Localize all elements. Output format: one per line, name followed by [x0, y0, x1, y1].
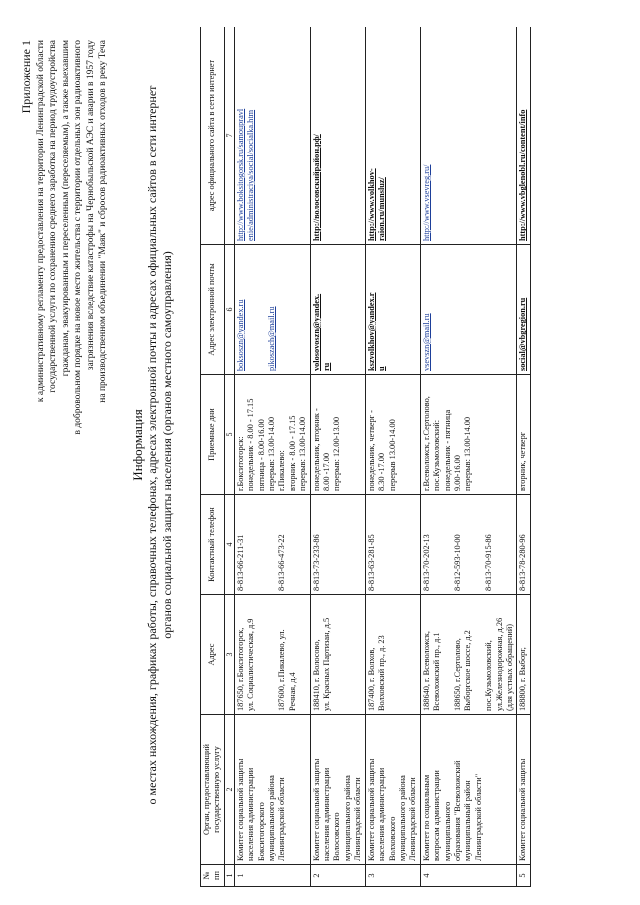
website-cell: [234, 27, 310, 245]
column-number: 7: [224, 27, 234, 245]
address-line: (для устных обращений): [504, 623, 514, 711]
address-line: 188410, г. Волосово,: [311, 639, 321, 711]
phone-cell: [234, 495, 310, 595]
column-number-row: [224, 27, 234, 887]
schedule-cell: [517, 375, 530, 495]
column-header: Адрес электронной почты: [201, 245, 225, 375]
table-row: [420, 27, 517, 887]
row-number: 3: [365, 865, 420, 887]
phone-number: 8-813-70-202-13: [421, 534, 431, 591]
info-heading: [130, 45, 174, 845]
address-line: пос.Кузьмоловский,: [484, 640, 494, 711]
schedule-line: понедельник, вторник -: [311, 408, 321, 491]
schedule-line: перерыв 13.00-14.00: [387, 419, 397, 491]
schedule-line: перерыв: 13.00-14.00: [463, 416, 473, 491]
organ-cell: [365, 715, 420, 865]
column-header: Орган, предоставляющий государственную услугу: [201, 715, 225, 865]
schedule-line: понедельник - 8.00 - 17.15: [246, 398, 256, 491]
email-cell: [517, 245, 530, 375]
column-header: № пп: [201, 865, 225, 887]
website-cell: [310, 27, 365, 245]
phone-number: 8-813-73-233-86: [311, 534, 321, 591]
organ-line: муниципальный район: [463, 780, 473, 861]
phone-number: 8-813-66-473-22: [277, 534, 287, 591]
schedule-line: понедельник, четверг -: [366, 410, 376, 491]
organ-line: образования "Всеволожский: [452, 760, 462, 861]
organ-line: Комитет социальной защиты: [311, 758, 321, 861]
schedule-line: г.Пикалево:: [277, 450, 287, 491]
phone-number: 8-813-66-211-31: [235, 534, 245, 591]
organ-line: муниципального: [442, 801, 452, 861]
schedule-line: г.Бокситогорск:: [235, 436, 245, 491]
organ-line: Ленинградской области: [353, 777, 363, 861]
email-link[interactable]: ru: [322, 362, 332, 371]
website-cell: [517, 27, 530, 245]
row-number: 1: [234, 865, 310, 887]
organ-line: Комитет социальной защиты: [518, 758, 528, 861]
organ-line: муниципального района: [342, 775, 352, 861]
address-line: 188640, г. Всеволожск,: [421, 630, 431, 711]
website-cell: [365, 27, 420, 245]
column-number: 2: [224, 715, 234, 865]
info-title: Информация: [130, 409, 145, 481]
schedule-line: вторник - 8.00 - 17.15: [287, 415, 297, 491]
organ-line: Ленинградской области: [408, 777, 418, 861]
organ-line: населения администрации: [246, 767, 256, 861]
organ-cell: [310, 715, 365, 865]
appendix-line: государственной услуги по сохранению среднего заработка на период трудоустройства: [48, 40, 59, 393]
organ-line: населения администрации: [377, 767, 387, 861]
address-line: 187650, г.Бокситогорск,: [235, 627, 245, 711]
organ-cell: [420, 715, 517, 865]
schedule-line: г.Всеволожск, г.Сертолово,: [421, 396, 431, 491]
phone-number: 8-813-70-915-86: [484, 534, 494, 591]
email-link[interactable]: kszvolkhov@yandex.r: [366, 292, 376, 371]
schedule-line: 8.30 -17.00: [377, 452, 387, 491]
organ-line: Волосовского: [332, 812, 342, 861]
website-link[interactable]: http://www.boksitogorsk.ru/samoupravl: [235, 108, 245, 241]
organ-line: Комитет социальной защиты: [235, 758, 245, 861]
organ-line: Комитет социальной защиты: [366, 758, 376, 861]
info-subtitle-line: органов социальной защиты населения (органов местного самоуправления): [159, 251, 174, 639]
address-cell: [517, 595, 530, 715]
website-link[interactable]: http://www.vsevreg.ru/: [421, 164, 431, 241]
phone-number: 8-813-78-280-96: [518, 534, 528, 591]
address-line: ул.Железнодорожная, д.26: [494, 617, 504, 711]
table-row: [365, 27, 420, 887]
email-link[interactable]: boksoszn@yandex.ru: [235, 299, 245, 371]
address-cell: [365, 595, 420, 715]
schedule-line: 8.00 -17.00: [322, 452, 332, 491]
address-line: Речная, д.4: [287, 672, 297, 711]
address-line: ул. Красных Партизан, д.5: [322, 617, 332, 711]
address-cell: [420, 595, 517, 715]
row-number: 5: [517, 865, 530, 887]
email-link[interactable]: pikoszach@mail.ru: [267, 306, 276, 371]
organ-line: муниципального района: [267, 775, 277, 861]
schedule-line: перерыв: 13.00-14.00: [298, 416, 308, 491]
schedule-line: перерыв: 13.00-14.00: [267, 416, 277, 491]
schedule-line: 9.00-16.00: [452, 455, 462, 491]
website-link[interactable]: http://www.volkhov-: [366, 168, 376, 241]
schedule-line: вторник, четверг: [518, 431, 528, 491]
address-cell: [234, 595, 310, 715]
phone-cell: [365, 495, 420, 595]
website-link[interactable]: http://www.vbglenobl.ru/content/info: [518, 109, 528, 241]
column-number: 3: [224, 595, 234, 715]
phone-cell: [517, 495, 530, 595]
organ-line: Волховского: [387, 816, 397, 861]
address-line: 187400, г. Волхов,: [366, 647, 376, 711]
appendix-line: на производственном объединении "Маяк" и сбросов радиоактивных отходов в реку Теча: [98, 40, 109, 403]
row-number: 2: [310, 865, 365, 887]
schedule-cell: [234, 375, 310, 495]
row-number: 4: [420, 865, 517, 887]
column-number: 5: [224, 375, 234, 495]
phone-cell: [310, 495, 365, 595]
column-header: Приемные дни: [201, 375, 225, 495]
phone-number: 8-813-63-281-85: [366, 534, 376, 591]
schedule-cell: [420, 375, 517, 495]
organ-line: Комитет по социальным: [421, 774, 431, 861]
address-line: 187600, г.Пикалево, ул.: [277, 629, 287, 711]
schedule-cell: [365, 375, 420, 495]
schedule-line: перерыв: 12.00-13.00: [332, 416, 342, 491]
appendix-line: загрязнения вследствие катастрофы на Чернобыльской АЭС и аварии в 1957 году: [85, 40, 96, 371]
organ-line: Бокситогорского: [256, 802, 266, 861]
column-header: адрес официального сайта в сети интернет: [201, 27, 225, 245]
website-cell: [420, 27, 517, 245]
email-link[interactable]: vsevszn@mail.ru: [421, 313, 431, 371]
address-line: 188650, г.Сертолово,: [452, 638, 462, 711]
organ-line: населения администрации: [322, 767, 332, 861]
address-line: Волховский пр., д. 23: [377, 635, 387, 711]
organ-line: Ленинградской области: [277, 777, 287, 861]
email-cell: [234, 245, 310, 375]
email-cell: [310, 245, 365, 375]
organ-line: вопросам администрации: [432, 770, 442, 861]
schedule-line: пятница - 8.00-16.00: [256, 419, 266, 491]
organ-cell: [517, 715, 530, 865]
offices-table-container: [200, 27, 636, 887]
address-line: ул. Социалистическая, д.9: [246, 618, 256, 711]
info-subtitle-line: о местах нахождения, графиках работы, справочных телефонах, адресах электронной почты и адресах официальных сайтов в сети интернет: [145, 85, 159, 805]
appendix-line: к административному регламенту предоставления на территории Ленинградской области: [36, 40, 46, 403]
address-cell: [310, 595, 365, 715]
appendix-title: Приложение 1: [19, 40, 33, 114]
email-link[interactable]: volosovoszn@yandex.: [311, 293, 321, 371]
email-cell: [365, 245, 420, 375]
schedule-line: пос.Кузьмоловский:: [432, 419, 442, 491]
column-number: 4: [224, 495, 234, 595]
table-row: [517, 27, 530, 887]
organ-cell: [234, 715, 310, 865]
offices-table: [200, 27, 531, 887]
table-header-row: [201, 27, 225, 887]
email-link[interactable]: social@vbgregion.ru: [518, 297, 528, 371]
email-link[interactable]: u: [377, 366, 387, 371]
appendix-line: в добровольном порядке на новое место жительства с территории отдельных зон радиоактивного: [73, 40, 84, 435]
table-row: [310, 27, 365, 887]
email-cell: [420, 245, 517, 375]
column-header: Контактный телефон: [201, 495, 225, 595]
website-link[interactable]: http://волосовскийрайон.рф/: [311, 134, 321, 241]
website-link[interactable]: enie/administraciya/social/socialka.htm: [246, 109, 256, 241]
organ-line: муниципального района: [397, 775, 407, 861]
address-line: Всеволожский пр., д.1: [432, 632, 442, 711]
appendix-line: гражданам, эвакуированным и переселенным (переселяемым), а также выехавшим: [60, 40, 71, 377]
schedule-line: понедельник - пятница: [442, 409, 452, 491]
appendix-header: [18, 40, 109, 900]
address-line: 188800, г. Выборг,: [518, 647, 528, 711]
organ-line: Ленинградской области": [473, 773, 483, 861]
table-row: [234, 27, 310, 887]
phone-cell: [420, 495, 517, 595]
column-number: 1: [224, 865, 234, 887]
phone-number: 8-812-593-10-00: [452, 534, 462, 591]
column-header: Адрес: [201, 595, 225, 715]
address-line: Выборгское шоссе, д.2: [463, 630, 473, 711]
schedule-cell: [310, 375, 365, 495]
column-number: 6: [224, 245, 234, 375]
website-link[interactable]: raion.ru/munsluz/: [377, 177, 387, 241]
